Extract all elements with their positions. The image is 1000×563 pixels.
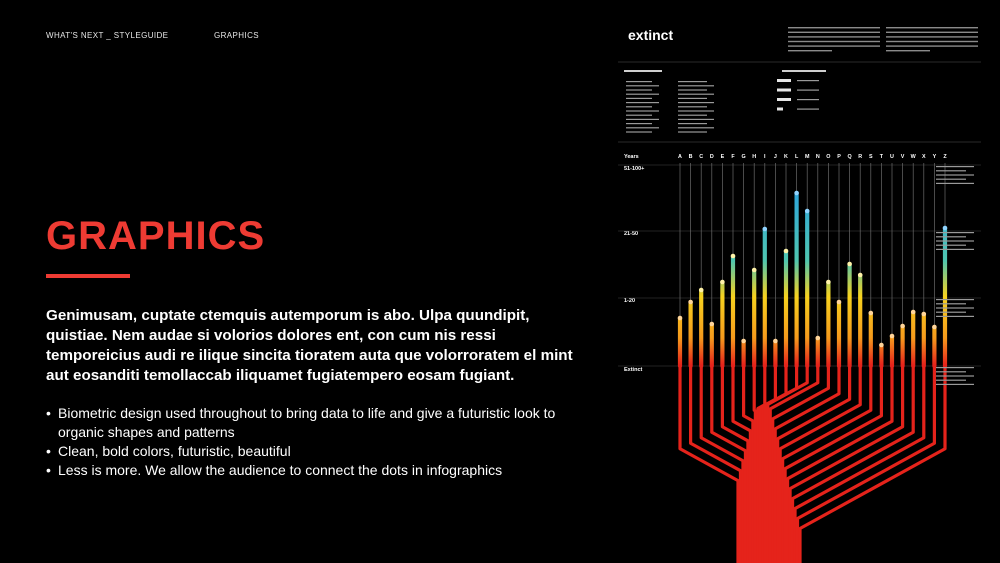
- side-note-line: [936, 375, 974, 376]
- column-letter: R: [858, 154, 863, 160]
- side-note-line: [936, 316, 974, 317]
- info-text-line: [788, 36, 880, 37]
- extinct-infographic: [596, 0, 1000, 563]
- species-marker: [879, 343, 884, 348]
- column-letter: D: [709, 154, 714, 160]
- column-letter: E: [720, 154, 725, 160]
- side-note-line: [936, 174, 974, 175]
- species-marker: [731, 254, 736, 259]
- index-entry: [626, 110, 659, 111]
- species-marker: [858, 273, 863, 278]
- index-entry: [626, 102, 659, 103]
- level-label: 51-100+: [624, 166, 645, 172]
- side-note-line: [936, 166, 974, 167]
- column-letter: H: [752, 154, 757, 160]
- index-entry: [678, 102, 714, 103]
- page-title: GRAPHICS: [46, 214, 266, 258]
- index-entry: [626, 127, 659, 128]
- info-text-line: [886, 45, 978, 46]
- species-marker: [922, 312, 927, 317]
- category-swatch: [777, 89, 791, 92]
- index-entry: [678, 123, 707, 124]
- side-note-line: [936, 299, 974, 300]
- index-entry: [626, 85, 659, 86]
- side-note-line: [936, 384, 974, 385]
- species-marker: [699, 288, 704, 293]
- index-entry: [626, 81, 652, 82]
- species-marker: [688, 300, 693, 305]
- species-marker: [720, 280, 725, 285]
- column-letter: O: [826, 154, 831, 160]
- species-marker: [890, 334, 895, 339]
- index-entry: [678, 115, 707, 116]
- column-letter: I: [764, 154, 766, 160]
- column-letter: X: [921, 154, 926, 160]
- breadcrumb-section: GRAPHICS: [214, 31, 259, 40]
- side-note-line: [936, 307, 974, 308]
- index-entry: [678, 119, 714, 120]
- index-entry: [678, 81, 707, 82]
- side-note-line: [936, 380, 966, 381]
- species-marker: [943, 226, 948, 231]
- info-text-line: [886, 32, 978, 33]
- species-marker: [752, 268, 757, 273]
- species-marker: [794, 191, 799, 196]
- species-marker: [763, 227, 768, 232]
- index-entry: [626, 106, 652, 107]
- index-entry: [678, 85, 714, 86]
- column-letter: L: [794, 154, 799, 160]
- index-entry: [678, 127, 714, 128]
- category-label: [797, 99, 819, 100]
- species-marker: [816, 336, 821, 341]
- species-marker: [911, 310, 916, 315]
- column-letter: S: [868, 154, 873, 160]
- side-note-line: [936, 245, 966, 246]
- column-letter: F: [731, 154, 735, 160]
- species-marker: [826, 280, 831, 285]
- species-marker: [847, 262, 852, 267]
- column-letter: Q: [847, 154, 852, 160]
- index-entry: [678, 89, 707, 90]
- index-entry: [626, 131, 652, 132]
- side-note-line: [936, 240, 974, 241]
- level-label: 1-20: [624, 298, 636, 304]
- side-note-line: [936, 236, 966, 237]
- column-letter: C: [699, 154, 704, 160]
- species-marker: [837, 300, 842, 305]
- column-letter: T: [879, 154, 884, 160]
- species-marker: [869, 311, 874, 316]
- list-item: • Biometric design used throughout to bring data to life and give a futuristic look to organic shapes and patterns: [46, 404, 566, 442]
- index-entry: [626, 115, 652, 116]
- side-note-line: [936, 312, 966, 313]
- index-entry: [678, 110, 714, 111]
- info-text-line: [886, 36, 978, 37]
- index-entry: [626, 89, 652, 90]
- index-entry: [626, 123, 652, 124]
- info-text-line: [788, 27, 880, 28]
- column-letter: Y: [932, 154, 937, 160]
- lead-paragraph: Genimusam, cuptate ctemquis autemporum is abo. Ulpa quundipit, quistiae. Nem audae si volorios dolores ent, con cum nis ressi temporeicius audi re ilique sincita tioratem auta que volorroratem el mint aut eosanditi temollaccab iliquamet fugiatempero eosam fugiant.: [46, 307, 573, 384]
- years-label: Years: [624, 154, 639, 160]
- index-entry: [678, 106, 707, 107]
- species-marker: [741, 339, 746, 344]
- info-text-line: [788, 41, 880, 42]
- info-text-line: [886, 27, 978, 28]
- column-letter: B: [688, 154, 693, 160]
- column-letter: J: [773, 154, 777, 160]
- index-entry: [678, 94, 714, 95]
- side-note-line: [936, 371, 966, 372]
- column-letter: N: [815, 154, 820, 160]
- index-entry: [626, 94, 659, 95]
- category-swatch: [777, 98, 791, 101]
- poster-logo: extinct: [628, 27, 674, 43]
- category-swatch: [777, 108, 783, 111]
- list-item: • Less is more. We allow the audience to connect the dots in infographics: [46, 461, 566, 480]
- column-letter: G: [741, 154, 746, 160]
- index-entry: [626, 119, 659, 120]
- level-label: Extinct: [624, 367, 643, 373]
- info-text-line: [788, 50, 832, 51]
- root-line: [754, 366, 755, 563]
- info-text-line: [788, 32, 880, 33]
- category-heading: [782, 70, 826, 72]
- index-entry: [626, 98, 652, 99]
- column-letter: A: [678, 154, 682, 160]
- side-note-line: [936, 249, 974, 250]
- column-letter: U: [890, 154, 894, 160]
- category-label: [797, 109, 819, 110]
- side-note-line: [936, 183, 974, 184]
- column-letter: W: [910, 154, 916, 160]
- species-marker: [710, 322, 715, 327]
- side-note-line: [936, 179, 966, 180]
- index-heading: [624, 70, 662, 72]
- column-letter: M: [804, 154, 810, 160]
- species-marker: [805, 209, 810, 214]
- info-text-line: [788, 45, 880, 46]
- info-text-line: [886, 41, 978, 42]
- species-marker: [932, 325, 937, 330]
- category-label: [797, 90, 819, 91]
- species-marker: [784, 249, 789, 254]
- column-letter: V: [900, 154, 905, 160]
- species-marker: [773, 339, 778, 344]
- title-underline: [46, 274, 130, 278]
- level-label: 21-50: [624, 231, 639, 237]
- category-label: [797, 80, 819, 81]
- category-swatch: [777, 79, 791, 82]
- species-marker: [678, 316, 683, 321]
- index-entry: [678, 98, 707, 99]
- column-letter: K: [784, 154, 788, 160]
- side-note-line: [936, 170, 966, 171]
- column-letter: P: [837, 154, 841, 160]
- column-letter: Z: [943, 154, 947, 160]
- list-item: • Clean, bold colors, futuristic, beautiful: [46, 442, 566, 461]
- index-entry: [678, 131, 707, 132]
- side-note-line: [936, 367, 974, 368]
- feature-list: [46, 404, 566, 480]
- side-note-line: [936, 232, 974, 233]
- species-marker: [900, 324, 905, 329]
- side-note-line: [936, 303, 966, 304]
- info-text-line: [886, 50, 930, 51]
- breadcrumb-styleguide: WHAT'S NEXT _ STYLEGUIDE: [46, 31, 169, 40]
